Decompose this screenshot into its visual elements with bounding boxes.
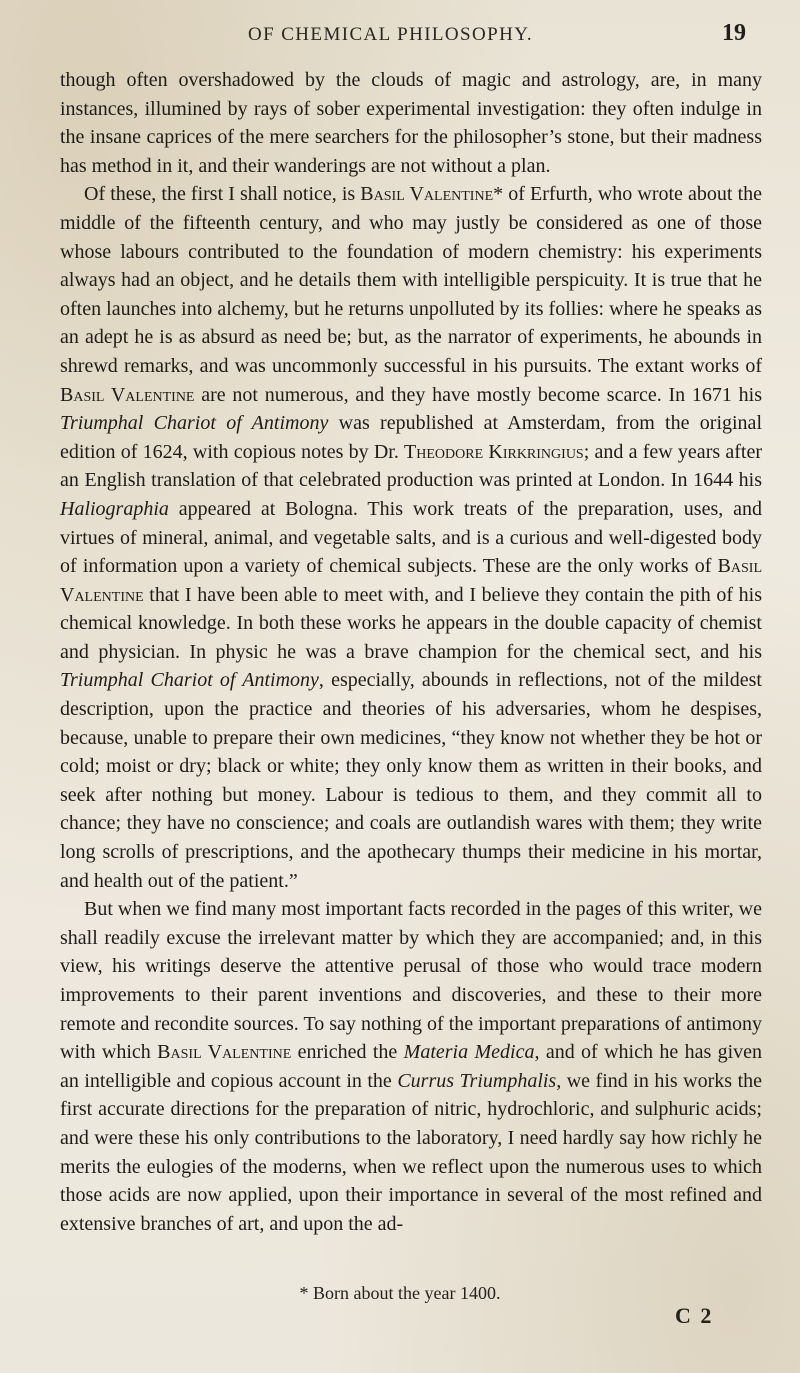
person-name: Basil Valentine [360,183,494,206]
work-title: Triumphal Chariot of Antimony [60,669,319,692]
signature-mark: C 2 [675,1303,714,1328]
paragraph-basil-valentine [60,180,762,895]
running-title: OF CHEMICAL PHILOSOPHY. [248,24,534,45]
text-run: , especially, abounds in reflections, not of the mildest description, upon the practice and theories of his adversaries, whom he despises, because, unable to prepare their own medicines, “they know not whether they be hot or cold; moist or dry; black or white; they only know them as written in their books, and seek after nothing but money. Labour is tedious to them, and they commit all to chance; they have no conscience; and coals are outlandish wares with them; they write long scrolls of prescriptions, and the apothecary thumps their medicine in his mortar, and health out of the patient.” [60,669,762,892]
text-run: , and of which he has given an intelligible and copious account in the [60,1041,763,1092]
text-run: enriched the [291,1041,404,1064]
footnote: * Born about the year 1400. [299,1283,501,1303]
text-run: But when we find many most important facts recorded in the pages of this writer, we shall readily excuse the irrelevant matter by which they are accompanied; and, in this view, his writings deserve the attentive perusal of those who would trace modern improvements to their parent inventions and discoveries, and these to their more remote and recondite sources. To say nothing of the important preparations of antimony with which [60,898,762,1064]
paragraph-important-facts [60,895,762,1238]
running-head [0,18,800,48]
text-run: ; and a few years after an English translation of that celebrated production was printed at London. In 1644 his [60,440,762,492]
paragraph-continued: though often overshadowed by the clouds of magic and astrology, are, in many instances, illumined by rays of sober experimental investigation: they often indulge in the insane caprices of the mere searchers for the philosopher’s stone, but their madness has method in it, and their wanderings are not without a plan. [60,69,762,177]
person-name: Basil Valentine [157,1041,292,1064]
person-name: Basil Valentine [60,555,762,606]
text-run: that I have been able to meet with, and I believe they contain the pith of his chemical knowledge. In both these works he appears in the double capacity of chemist and physician. In physic he was a brave champion for the chemical sect, and his [60,583,762,663]
text-run: * of Erfurth, who wrote about the middle of the fifteenth century, and who may justly be considered as one of those whose labours contributed to the foundation of modern chemistry: his experiments always had an object, and he details them with intelligible perspicuity. It is true that he often launches into alchemy, but he returns unpolluted by its follies: where he speaks as an adept he is as absurd as need be; but, as the narrator of experiments, he abounds in shrewd remarks, and was uncommonly successful in his pursuits. The extant works of [60,183,763,377]
text-run: Of these, the first I shall notice, is [84,183,361,206]
text-run: , we find in his works the first accurate directions for the preparation of nitric, hydrochloric, and sulphuric acids; and were these his only contributions to the laboratory, I need hardly say how richly he merits the eulogies of the moderns, when we reflect upon the numerous uses to which those acids are now applied, upon their importance in several of the most refined and extensive branches of art, and upon the ad- [60,1069,763,1235]
body-text [60,66,762,1238]
text-run: appeared at Bologna. This work treats of the preparation, uses, and virtues of mineral, animal, and vegetable salts, and is a curious and well-digested body of information upon a variety of chemical subjects. These are the only works of [60,497,762,578]
work-title: Materia Medica [403,1041,535,1064]
person-name: Basil Valentine [60,383,195,406]
page-number: 19 [722,20,746,46]
work-title: Haliographia [60,497,169,520]
text-run: was republished at Amsterdam, from the original edition of 1624, with copious notes by Dr. [60,412,762,463]
person-name: Theodore Kirkringius [404,440,584,463]
work-title: Currus Triumphalis [397,1069,557,1092]
work-title: Triumphal Chariot of Antimony [60,412,329,435]
text-run: are not numerous, and they have mostly become scarce. In 1671 his [194,383,762,406]
